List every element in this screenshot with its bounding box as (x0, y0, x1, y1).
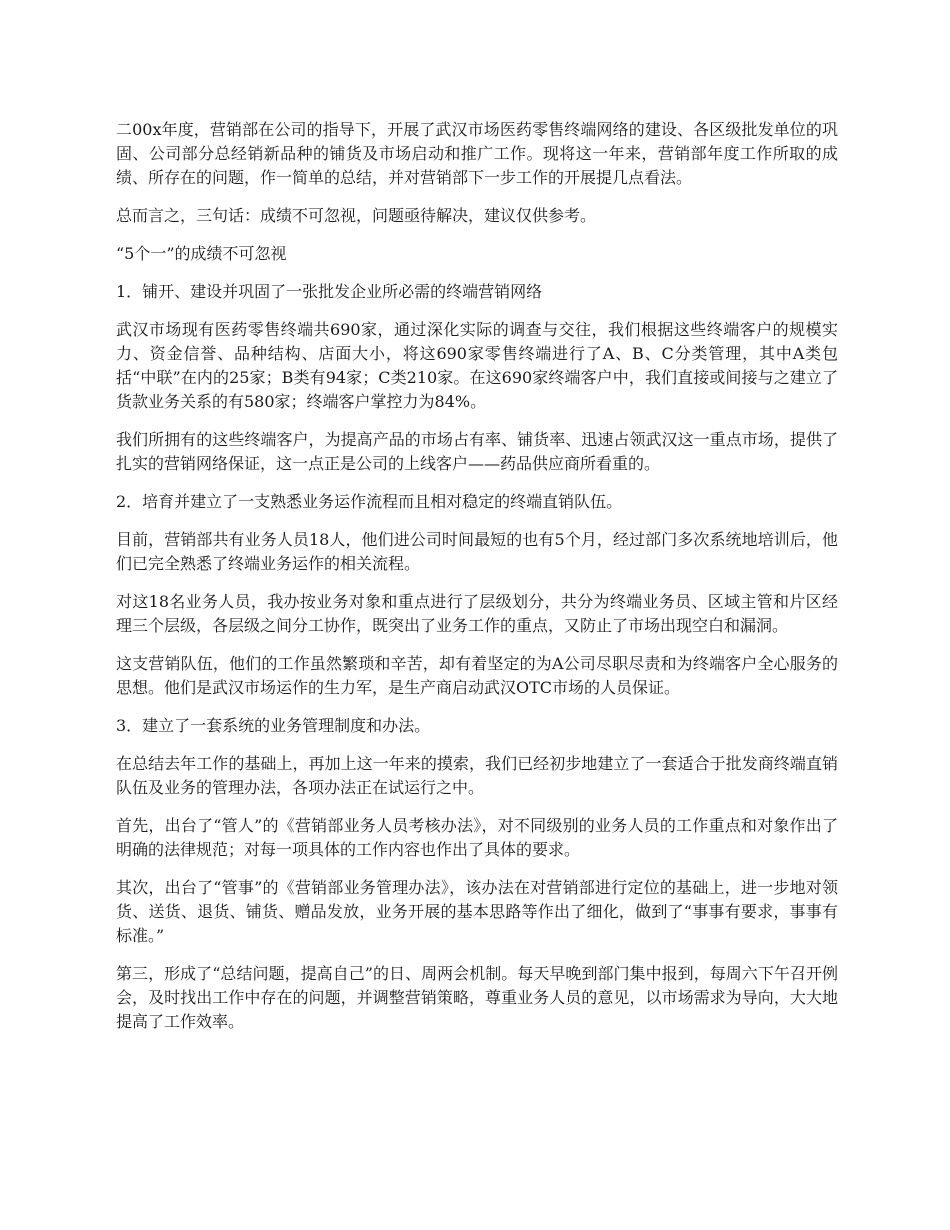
item-2-heading: 2．培育并建立了一支熟悉业务运作流程而且相对稳定的终端直销队伍。 (116, 492, 623, 511)
summary-paragraph: 总而言之，三句话：成绩不可忽视，问题亟待解决，建议仅供参考。 (116, 206, 597, 225)
document-page (116, 118, 838, 1048)
item-1-heading: 1．铺开、建设并巩固了一张批发企业所必需的终端营销网络 (116, 282, 543, 301)
first-measure-paragraph: 首先，出台了“管人”的《营销部业务人员考核办法》，对不同级别的业务人员的工作重点和对象作出了明确的法律规范；对每一项具体的工作内容也作出了具体的要求。 (116, 816, 838, 859)
network-value-paragraph: 我们所拥有的这些终端客户，为提高产品的市场占有率、铺货率、迅速占领武汉这一重点市场，提供了扎实的营销网络保证，这一点正是公司的上线客户——药品供应商所看重的。 (116, 430, 838, 473)
section-heading: “5个一”的成绩不可忽视 (116, 244, 287, 263)
item-3-heading: 3．建立了一套系统的业务管理制度和办法。 (116, 716, 431, 735)
network-paragraph: 武汉市场现有医药零售终端共690家，通过深化实际的调查与交往，我们根据这些终端客户的规模实力、资金信誉、品种结构、店面大小，将这690家零售终端进行了A、B、C分类管理，其中A类包括“中联”在内的25家；B类有94家；C类210家。在这690家终端客户中，我们直接或间接与之建立了货款业务关系的有580家；终端客户掌控力为84%。 (116, 320, 838, 411)
team-structure-paragraph: 对这18名业务人员，我办按业务对象和重点进行了层级划分，共分为终端业务员、区域主管和片区经理三个层级，各层级之间分工协作，既突出了业务工作的重点，又防止了市场出现空白和漏洞。 (116, 592, 838, 635)
second-measure-paragraph: 其次，出台了“管事”的《营销部业务管理办法》，该办法在对营销部进行定位的基础上，进一步地对领货、送货、退货、铺货、赠品发放，业务开展的基本思路等作出了细化，做到了“事事有要求，事事有标准。” (116, 878, 838, 945)
intro-paragraph: 二00x年度，营销部在公司的指导下，开展了武汉市场医药零售终端网络的建设、各区级批发单位的巩固、公司部分总经销新品种的铺货及市场启动和推广工作。现将这一年来，营销部年度工作所取的成绩、所存在的问题，作一简单的总结，并对营销部下一步工作的开展提几点看法。 (116, 120, 838, 187)
third-measure-paragraph: 第三，形成了“总结问题，提高自己”的日、周两会机制。每天早晚到部门集中报到，每周六下午召开例会，及时找出工作中存在的问题，并调整营销策略，尊重业务人员的意见，以市场需求为导向，大大地提高了工作效率。 (116, 964, 838, 1031)
management-paragraph: 在总结去年工作的基础上，再加上这一年来的摸索，我们已经初步地建立了一套适合于批发商终端直销队伍及业务的管理办法，各项办法正在试运行之中。 (116, 754, 838, 797)
team-paragraph: 目前，营销部共有业务人员18人，他们进公司时间最短的也有5个月，经过部门多次系统地培训后，他们已完全熟悉了终端业务运作的相关流程。 (116, 530, 838, 573)
team-spirit-paragraph: 这支营销队伍，他们的工作虽然繁琐和辛苦，却有着坚定的为A公司尽职尽责和为终端客户全心服务的思想。他们是武汉市场运作的生力军，是生产商启动武汉OTC市场的人员保证。 (116, 654, 838, 697)
